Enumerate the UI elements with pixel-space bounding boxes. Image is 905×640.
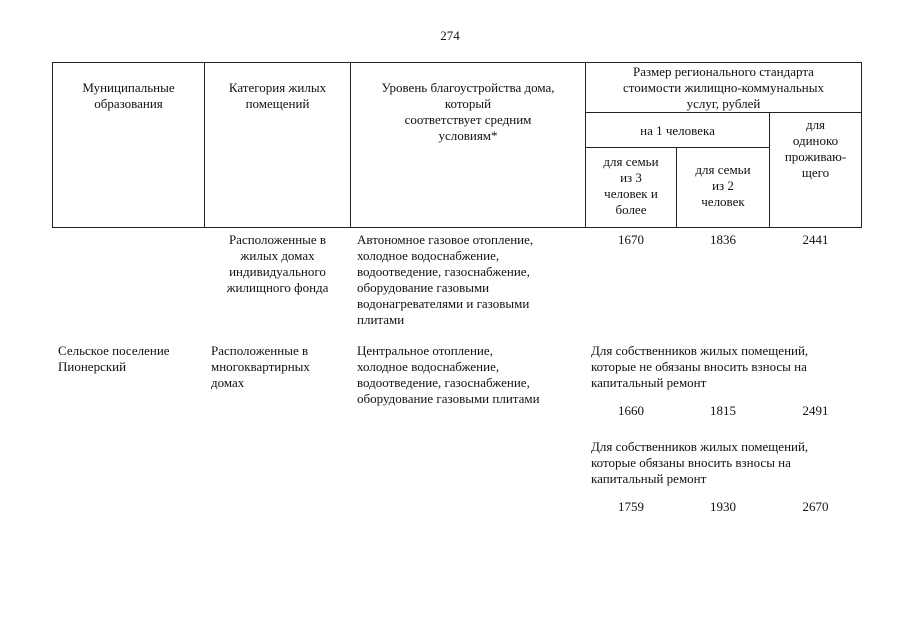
header-single: для одиноко проживаю- щего (784, 117, 847, 180)
header-amenity-level: Уровень благоустройства дома, который соответствует средним условиям* (381, 80, 555, 143)
row1-category: Расположенные в жилых домах индивидуального жилищного фонда (226, 232, 329, 295)
header-housing-category: Категория жилых помещений (228, 80, 327, 111)
row1-amenities: Автономное газовое отопление, холодное водоснабжение, водоотведение, газоснабжение, оборудование газовыми водонагревателями и газовыми плитами (357, 232, 534, 327)
header-family-2: для семьи из 2 человек (695, 162, 751, 209)
header-family-3: для семьи из 3 человек и более (603, 154, 659, 217)
row2-note2-text: Для собственников жилых помещений, которые обязаны вносить взносы на капитальный ремонт (591, 439, 809, 486)
row2-note2-value-single: 2670 (802, 499, 829, 514)
row2-municipality: Сельское поселение Пионерский (58, 343, 170, 374)
row1-value-family3: 1670 (618, 232, 644, 247)
header-regional-standard: Размер регионального стандарта стоимости жилищно-коммунальных услуг, рублей (623, 64, 824, 111)
row2-amenities: Центральное отопление, холодное водоснабжение, водоотведение, газоснабжение, оборудование газовыми плитами (357, 343, 540, 406)
row2-category: Расположенные в многоквартирных домах (211, 343, 310, 390)
row1-value-family2: 1836 (710, 232, 736, 247)
header-municipalities: Муниципальные образования (82, 80, 175, 111)
row1-value-single: 2441 (802, 232, 829, 247)
row2-note2-value-family2: 1930 (710, 499, 736, 514)
row2-note1-value-family2: 1815 (710, 403, 736, 418)
row2-note1-text: Для собственников жилых помещений, которые не обязаны вносить взносы на капитальный ремонт (591, 343, 809, 390)
row2-note1-value-family3: 1660 (618, 403, 644, 418)
row2-note2-value-family3: 1759 (618, 499, 644, 514)
page-number: 274 (440, 28, 460, 43)
header-per-person: на 1 человека (640, 123, 715, 138)
row2-note1-value-single: 2491 (802, 403, 829, 418)
